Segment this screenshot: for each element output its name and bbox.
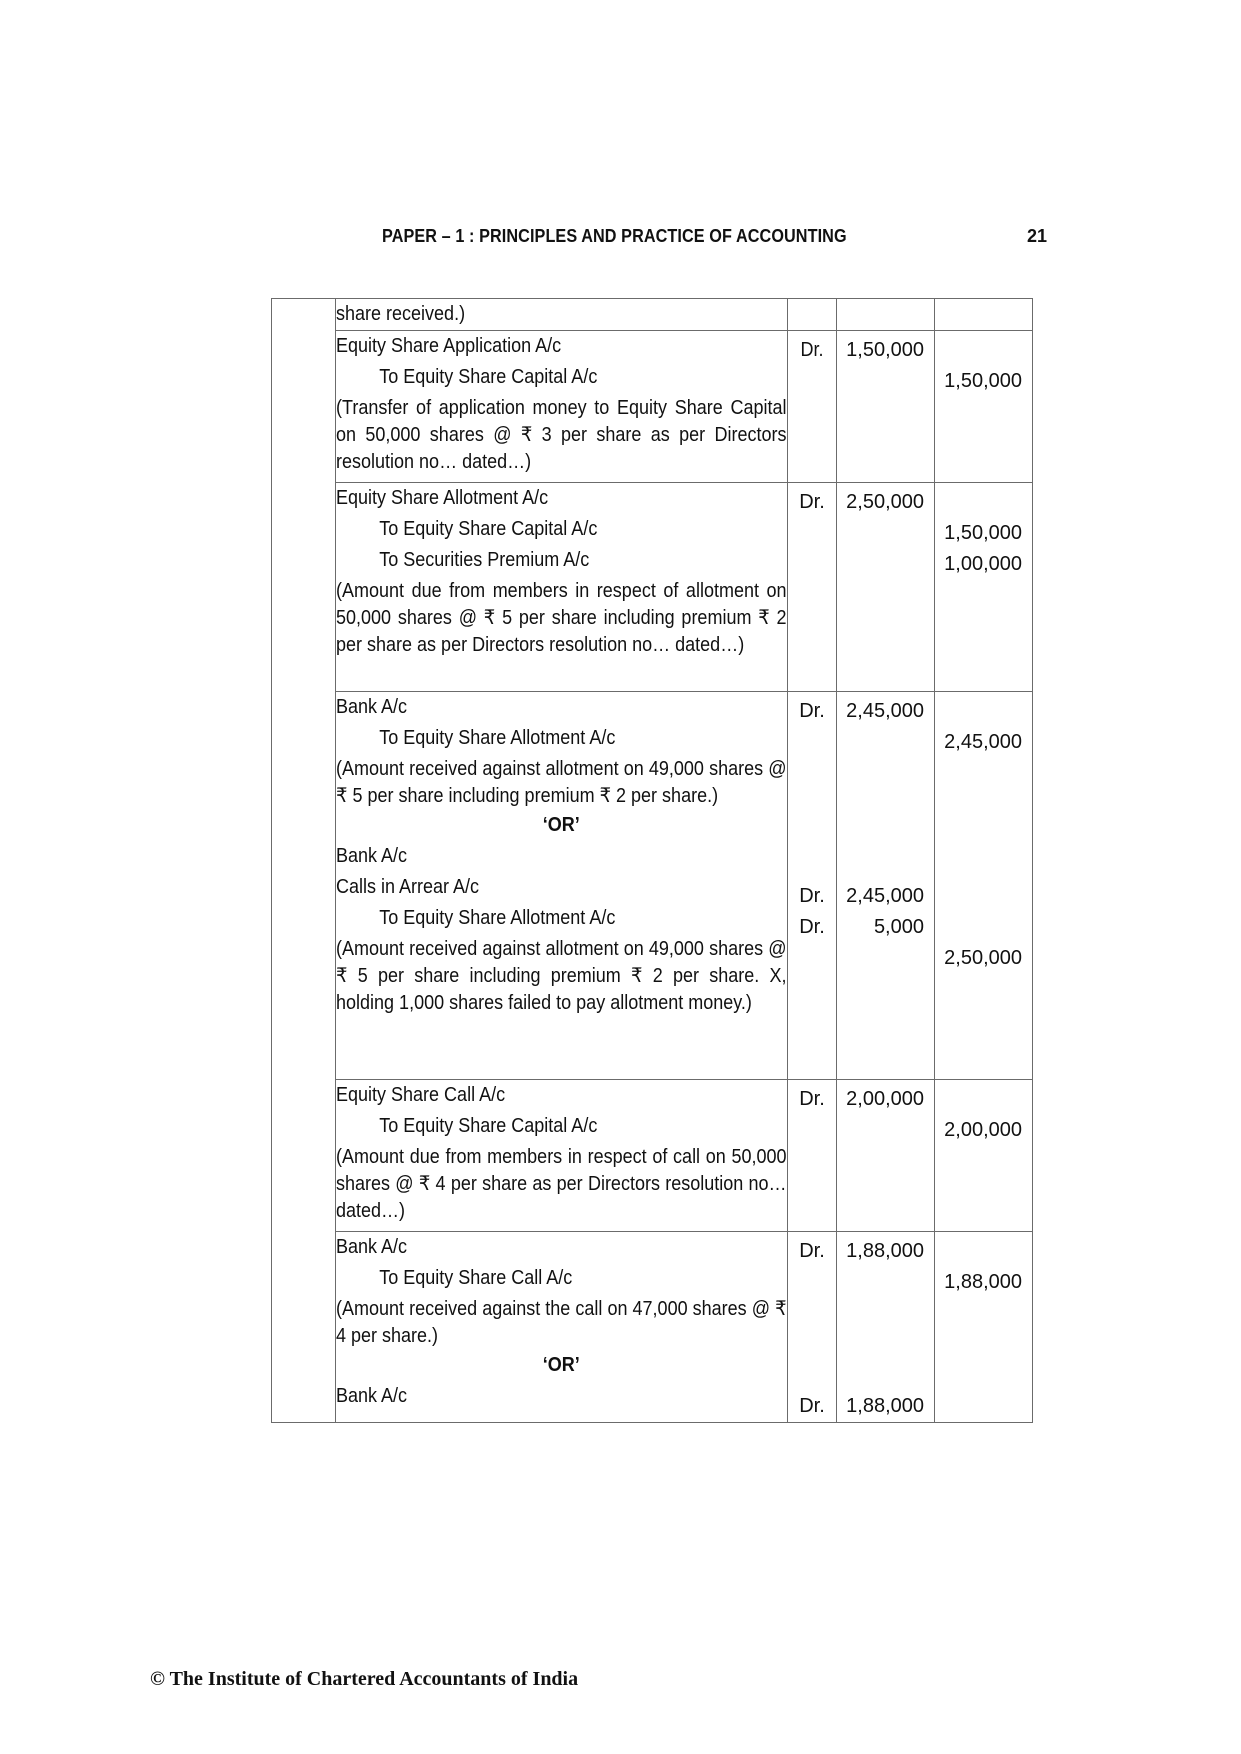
credit-account: To Securities Premium A/c — [379, 549, 590, 571]
debit-account: Bank A/c — [336, 845, 408, 867]
journal-row-call-due — [272, 1080, 1033, 1232]
debit-account: Equity Share Application A/c — [336, 335, 562, 357]
credit-amount: 1,50,000 — [944, 522, 1022, 544]
credit-amount: 2,45,000 — [944, 731, 1022, 753]
narration: (Transfer of application money to Equity Share Capital on 50,000 shares @ ₹ 3 per share as per Directors resolution no… dated…) — [336, 397, 787, 473]
date-cell — [272, 299, 336, 1423]
credit-cell — [935, 483, 1033, 692]
debit-cell — [837, 299, 935, 331]
page-header-title: PAPER – 1 : PRINCIPLES AND PRACTICE OF ACCOUNTING — [382, 226, 847, 246]
debit-account: Equity Share Allotment A/c — [336, 487, 549, 509]
credit-account: To Equity Share Capital A/c — [379, 518, 598, 540]
credit-account: To Equity Share Capital A/c — [379, 366, 598, 388]
credit-account: To Equity Share Allotment A/c — [379, 727, 616, 749]
dr-cell — [788, 1232, 837, 1423]
journal-row-call-received — [272, 1232, 1033, 1423]
copyright-footer: © The Institute of Chartered Accountants of India — [150, 1668, 579, 1690]
credit-account: To Equity Share Call A/c — [379, 1267, 573, 1289]
credit-amount: 1,00,000 — [944, 553, 1022, 575]
dr-label: Dr. — [800, 339, 824, 361]
debit-account: Calls in Arrear A/c — [336, 876, 480, 898]
credit-cell — [935, 1080, 1033, 1232]
particulars-cell — [336, 331, 788, 483]
page-number: 21 — [1027, 226, 1048, 246]
journal-row-allotment-due — [272, 483, 1033, 692]
dr-cell — [788, 692, 837, 1080]
or-separator: ‘OR’ — [542, 814, 580, 836]
particulars-cell — [336, 692, 788, 1080]
credit-amount: 2,00,000 — [944, 1119, 1022, 1141]
narration: (Amount received against the call on 47,000 shares @ ₹ 4 per share.) — [336, 1298, 787, 1347]
narration: (Amount received against allotment on 49,000 shares @ ₹ 5 per share including premium ₹ 2 per share. X, holding 1,000 shares failed to pay allotment money.) — [336, 938, 787, 1014]
dr-label: Dr. — [799, 1088, 825, 1110]
credit-account: To Equity Share Capital A/c — [379, 1115, 598, 1137]
debit-account: Bank A/c — [336, 1385, 408, 1407]
credit-amount: 1,88,000 — [944, 1271, 1022, 1293]
credit-amount: 2,50,000 — [944, 947, 1022, 969]
dr-cell — [788, 331, 837, 483]
debit-cell — [837, 1080, 935, 1232]
particulars-cell — [336, 1232, 788, 1423]
debit-account: Equity Share Call A/c — [336, 1084, 506, 1106]
credit-cell — [935, 299, 1033, 331]
dr-label: Dr. — [799, 1240, 825, 1262]
dr-label: Dr. — [799, 1395, 825, 1417]
narration: (Amount due from members in respect of allotment on 50,000 shares @ ₹ 5 per share including premium ₹ 2 per share as per Directors resolution no… dated…) — [336, 580, 787, 656]
credit-cell — [935, 692, 1033, 1080]
credit-account: To Equity Share Allotment A/c — [379, 907, 616, 929]
journal-row-application-transfer — [272, 331, 1033, 483]
dr-cell — [788, 483, 837, 692]
or-separator: ‘OR’ — [542, 1354, 580, 1376]
narration-continuation: share received.) — [336, 303, 466, 325]
dr-label: Dr. — [799, 916, 825, 938]
dr-cell — [788, 1080, 837, 1232]
journal-row-allotment-received — [272, 692, 1033, 1080]
credit-cell — [935, 331, 1033, 483]
journal-row-continuation — [272, 299, 1033, 331]
debit-account: Bank A/c — [336, 696, 408, 718]
dr-cell — [788, 299, 837, 331]
credit-cell — [935, 1232, 1033, 1423]
debit-amount: 1,50,000 — [846, 339, 924, 361]
credit-amount: 1,50,000 — [944, 370, 1022, 392]
debit-cell — [837, 692, 935, 1080]
dr-label: Dr. — [799, 700, 825, 722]
debit-amount: 5,000 — [873, 916, 924, 938]
debit-account: Bank A/c — [336, 1236, 408, 1258]
debit-cell — [837, 331, 935, 483]
debit-cell — [837, 483, 935, 692]
particulars-cell — [336, 299, 788, 331]
particulars-cell — [336, 483, 788, 692]
dr-label: Dr. — [799, 491, 825, 513]
debit-cell — [837, 1232, 935, 1423]
debit-amount: 2,45,000 — [846, 885, 924, 907]
debit-amount: 2,50,000 — [846, 491, 924, 513]
narration: (Amount received against allotment on 49,000 shares @ ₹ 5 per share including premium ₹ 2 per share.) — [336, 758, 787, 807]
debit-amount: 1,88,000 — [846, 1240, 924, 1262]
narration: (Amount due from members in respect of call on 50,000 shares @ ₹ 4 per share as per Directors resolution no… dated…) — [336, 1146, 787, 1222]
particulars-cell — [336, 1080, 788, 1232]
dr-label: Dr. — [799, 885, 825, 907]
debit-amount: 2,45,000 — [846, 700, 924, 722]
journal-table — [271, 298, 1033, 1423]
debit-amount: 1,88,000 — [846, 1395, 924, 1417]
debit-amount: 2,00,000 — [846, 1088, 924, 1110]
